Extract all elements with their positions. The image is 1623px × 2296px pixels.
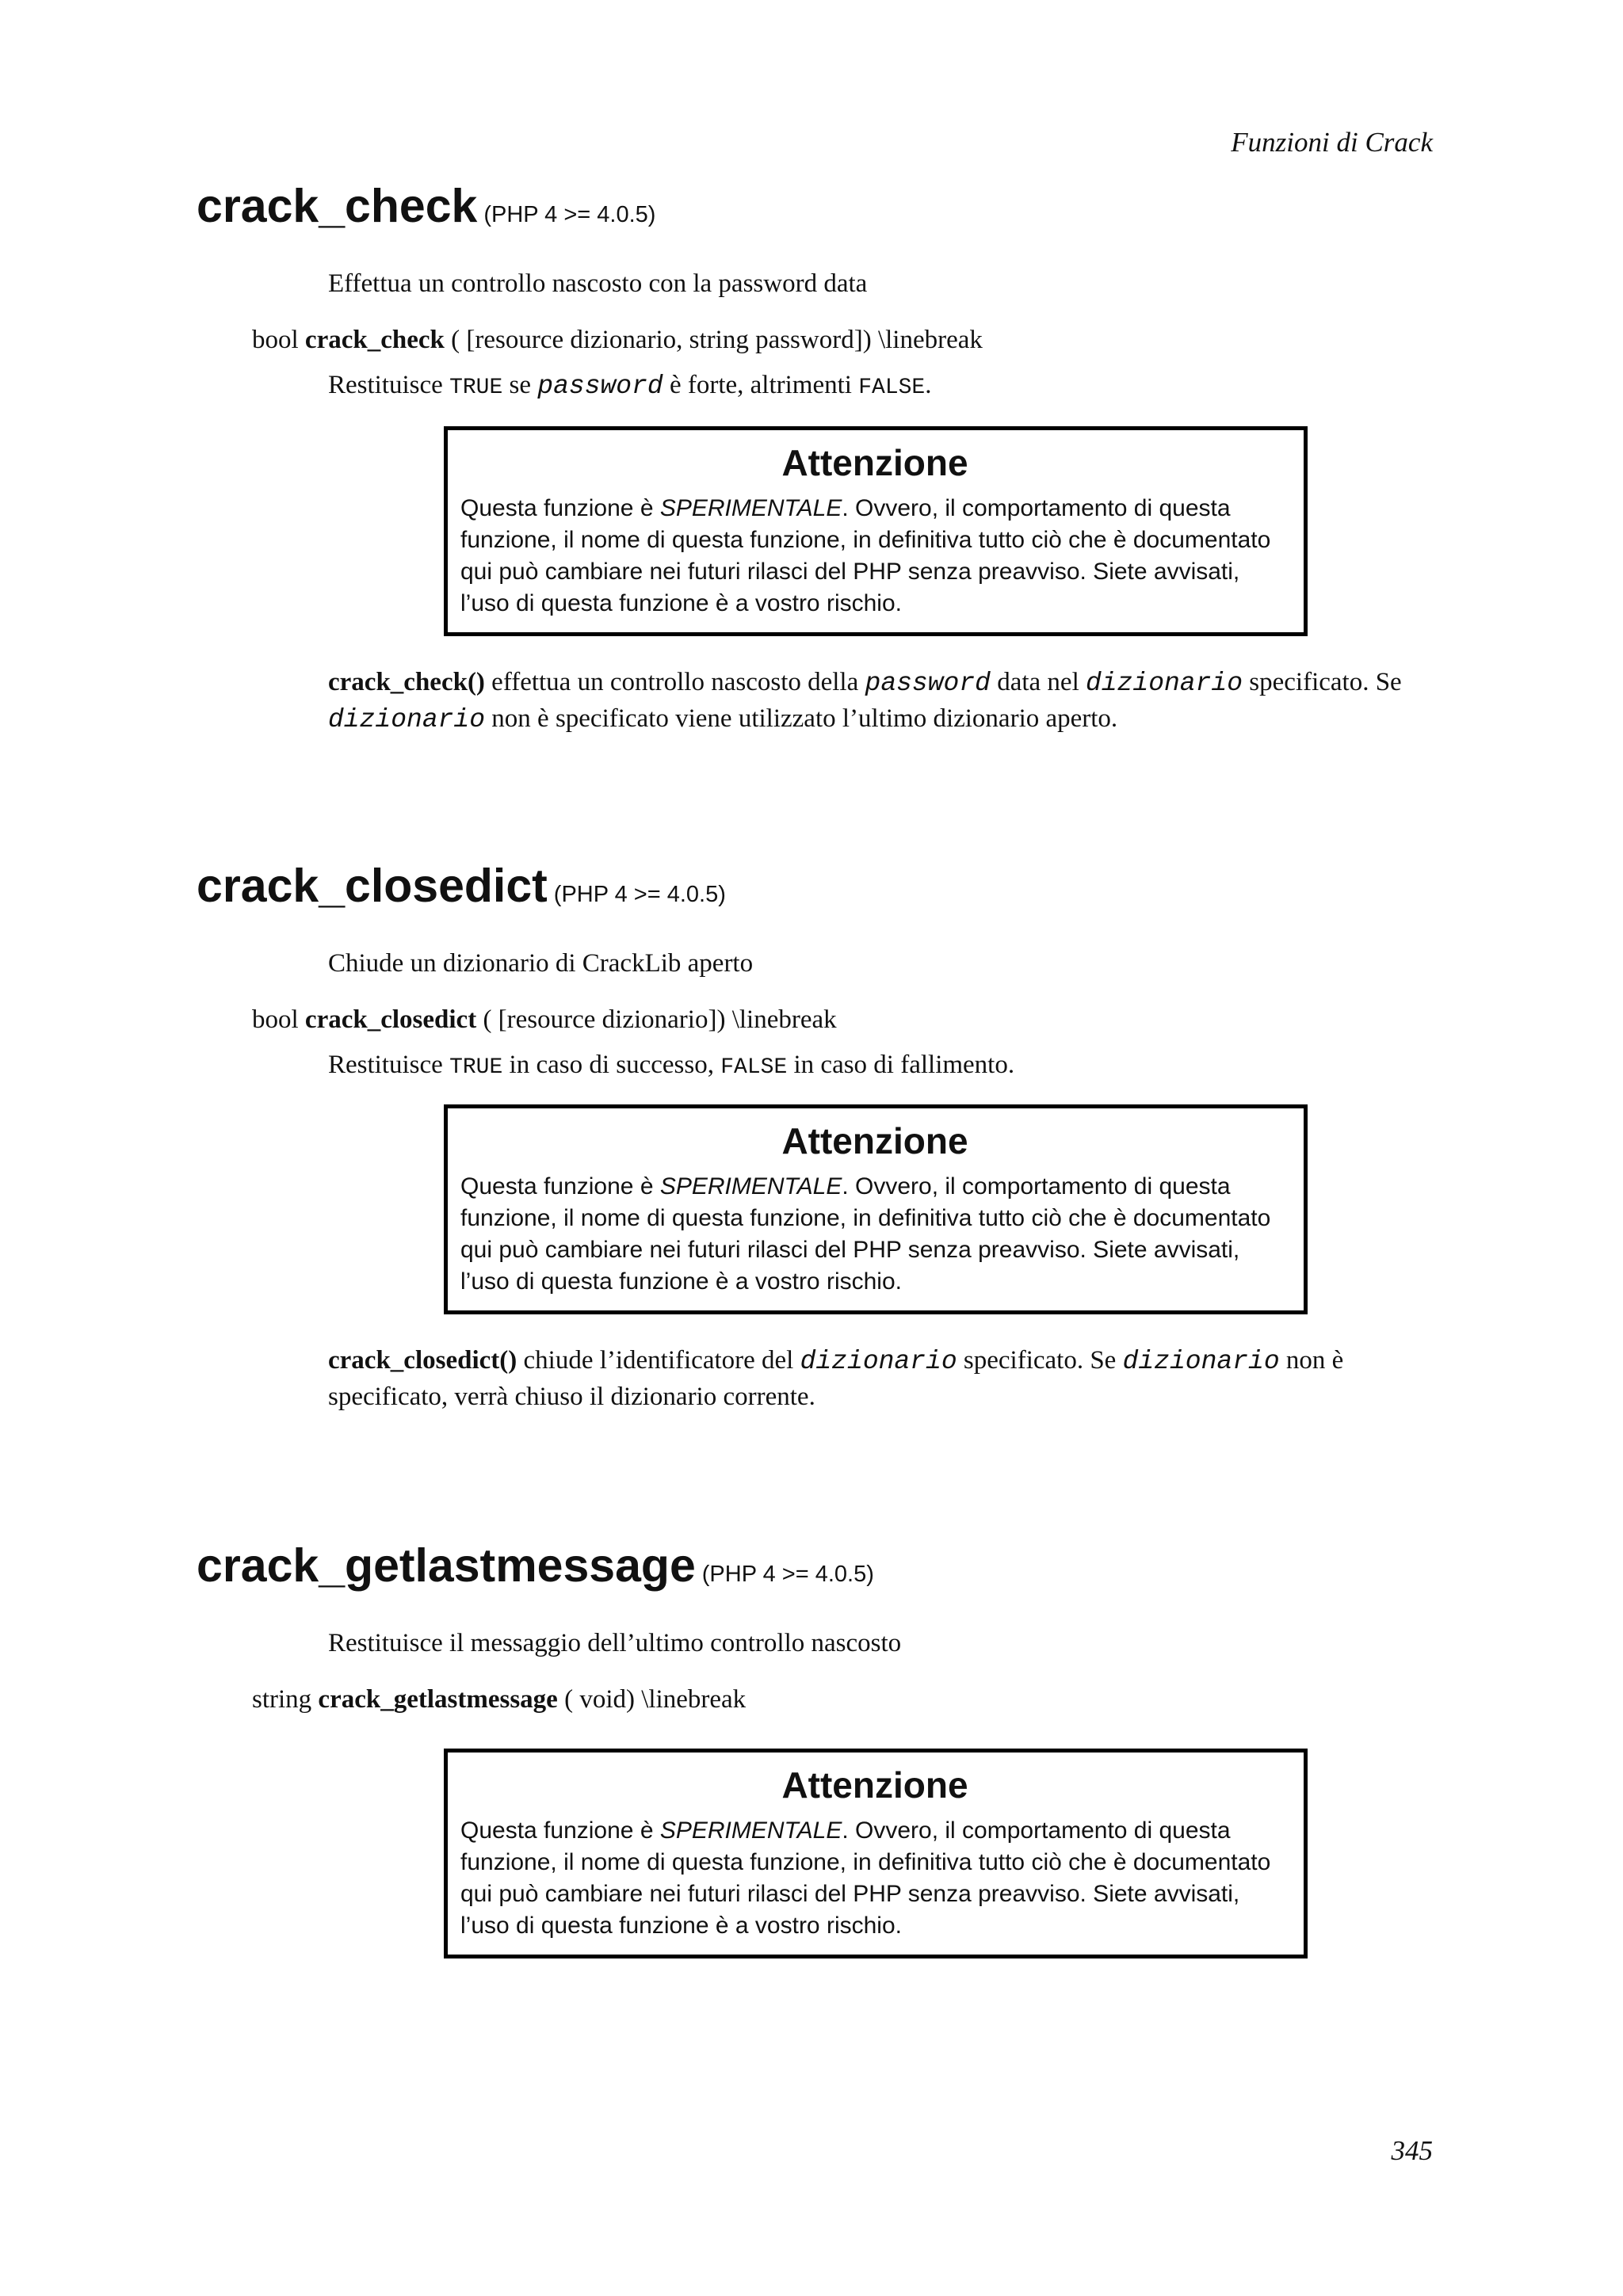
warning-text [460,1171,1289,1298]
function-reference: crack_check() [328,667,485,696]
text-run: . [925,370,932,399]
text-run: funzione, il nome di questa funzione, in definitiva tutto ciò che è documentato [460,1205,1271,1232]
return-value-text [328,1048,1433,1082]
text-run: . Ovvero, il comportamento di questa [842,494,1231,521]
function-description [328,1343,1438,1415]
text-run: Restituisce [328,1050,450,1079]
return-value-text [328,368,1433,404]
text-run: effettua un controllo nascosto della [484,667,865,696]
warning-box [444,426,1308,636]
version-note: (PHP 4 >= 4.0.5) [701,1562,874,1587]
text-run: qui può cambiare nei futuri rilasci del PHP senza preavviso. Siete avvisati, [460,1237,1240,1264]
text-run: qui può cambiare nei futuri rilasci del PHP senza preavviso. Siete avvisati, [460,1880,1240,1907]
text-run: qui può cambiare nei futuri rilasci del PHP senza preavviso. Siete avvisati, [460,558,1240,585]
entry-crack-getlastmessage [197,1540,1433,1958]
warning-title: Attenzione [781,1120,968,1162]
warning-title: Attenzione [781,1764,968,1806]
text-run: l’uso di questa funzione è a vostro rischio. [460,1912,902,1939]
function-name: crack_getlastmessage [197,1539,696,1592]
synopsis-args: ( void) \linebreak [557,1684,747,1714]
function-reference: crack_closedict() [328,1346,517,1375]
text-run: in caso di successo, [502,1050,721,1079]
page-number: 345 [1391,2135,1433,2166]
text-run: Restituisce [328,370,450,399]
text-run: Questa funzione è [460,1817,660,1844]
warning-box [444,1104,1308,1314]
version-note: (PHP 4 >= 4.0.5) [483,202,656,227]
text-run: data nel [990,667,1086,696]
experimental-label: SPERIMENTALE [659,494,842,521]
function-purpose: Restituisce il messaggio dell’ultimo controllo nascosto [328,1628,902,1657]
text-run: Questa funzione è [460,494,660,521]
text-run: specificato. Se [1243,667,1402,696]
warning-box [444,1749,1308,1958]
parameter-dizionario: dizionario [328,704,486,734]
text-run: chiude l’identificatore del [517,1346,800,1375]
text-run: . Ovvero, il comportamento di questa [842,1173,1231,1200]
parameter-dizionario: dizionario [800,1347,957,1377]
entry-crack-check [197,181,1433,738]
entry-title [197,1540,1433,1592]
function-synopsis [252,1003,1433,1037]
parameter-dizionario: dizionario [1122,1347,1280,1377]
text-run: in caso di fallimento. [787,1050,1015,1079]
text-run: specificato. Se [957,1346,1123,1375]
return-type: bool [252,1005,299,1034]
warning-text [460,493,1289,620]
parameter-password: password [537,371,663,401]
constant-false: FALSE [858,375,926,400]
text-run: non è specificato viene utilizzato l’ultimo dizionario aperto. [485,704,1118,733]
function-description [328,665,1438,738]
text-run: l’uso di questa funzione è a vostro rischio. [460,1268,902,1295]
function-name: crack_check [197,180,478,232]
constant-true: TRUE [449,1055,503,1080]
experimental-label: SPERIMENTALE [659,1173,842,1200]
warning-text [460,1815,1289,1942]
text-run: l’uso di questa funzione è a vostro rischio. [460,589,902,616]
text-run: . Ovvero, il comportamento di questa [842,1817,1231,1844]
text-run: non è specificato, verrà chiuso il dizionario corrente. [328,1346,1344,1412]
entry-crack-closedict [197,860,1433,1415]
parameter-dizionario: dizionario [1085,668,1243,698]
synopsis-function-name: crack_closedict [304,1005,477,1034]
synopsis-args: ( [resource dizionario, string password]) \linebreak [444,325,983,354]
function-purpose: Chiude un dizionario di CrackLib aperto [328,948,754,978]
constant-false: FALSE [720,1055,788,1080]
version-note: (PHP 4 >= 4.0.5) [553,882,726,907]
function-synopsis [252,1683,1433,1717]
return-type: string [252,1684,312,1714]
running-header: Funzioni di Crack [1231,127,1433,158]
text-run: se [502,370,538,399]
function-name: crack_closedict [197,860,548,912]
experimental-label: SPERIMENTALE [659,1817,842,1844]
text-run: è forte, altrimenti [663,370,859,399]
synopsis-args: ( [resource dizionario]) \linebreak [476,1005,837,1034]
constant-true: TRUE [449,375,503,400]
parameter-password: password [865,668,991,698]
text-run: funzione, il nome di questa funzione, in definitiva tutto ciò che è documentato [460,1848,1271,1875]
function-purpose: Effettua un controllo nascosto con la password data [328,269,868,298]
synopsis-function-name: crack_getlastmessage [318,1684,558,1714]
text-run: funzione, il nome di questa funzione, in definitiva tutto ciò che è documentato [460,526,1271,553]
return-type: bool [252,325,299,354]
entry-title [197,181,1433,232]
warning-title: Attenzione [781,441,968,483]
entry-title [197,860,1433,912]
text-run: Questa funzione è [460,1173,660,1200]
synopsis-function-name: crack_check [304,325,445,354]
function-synopsis [252,323,1433,357]
